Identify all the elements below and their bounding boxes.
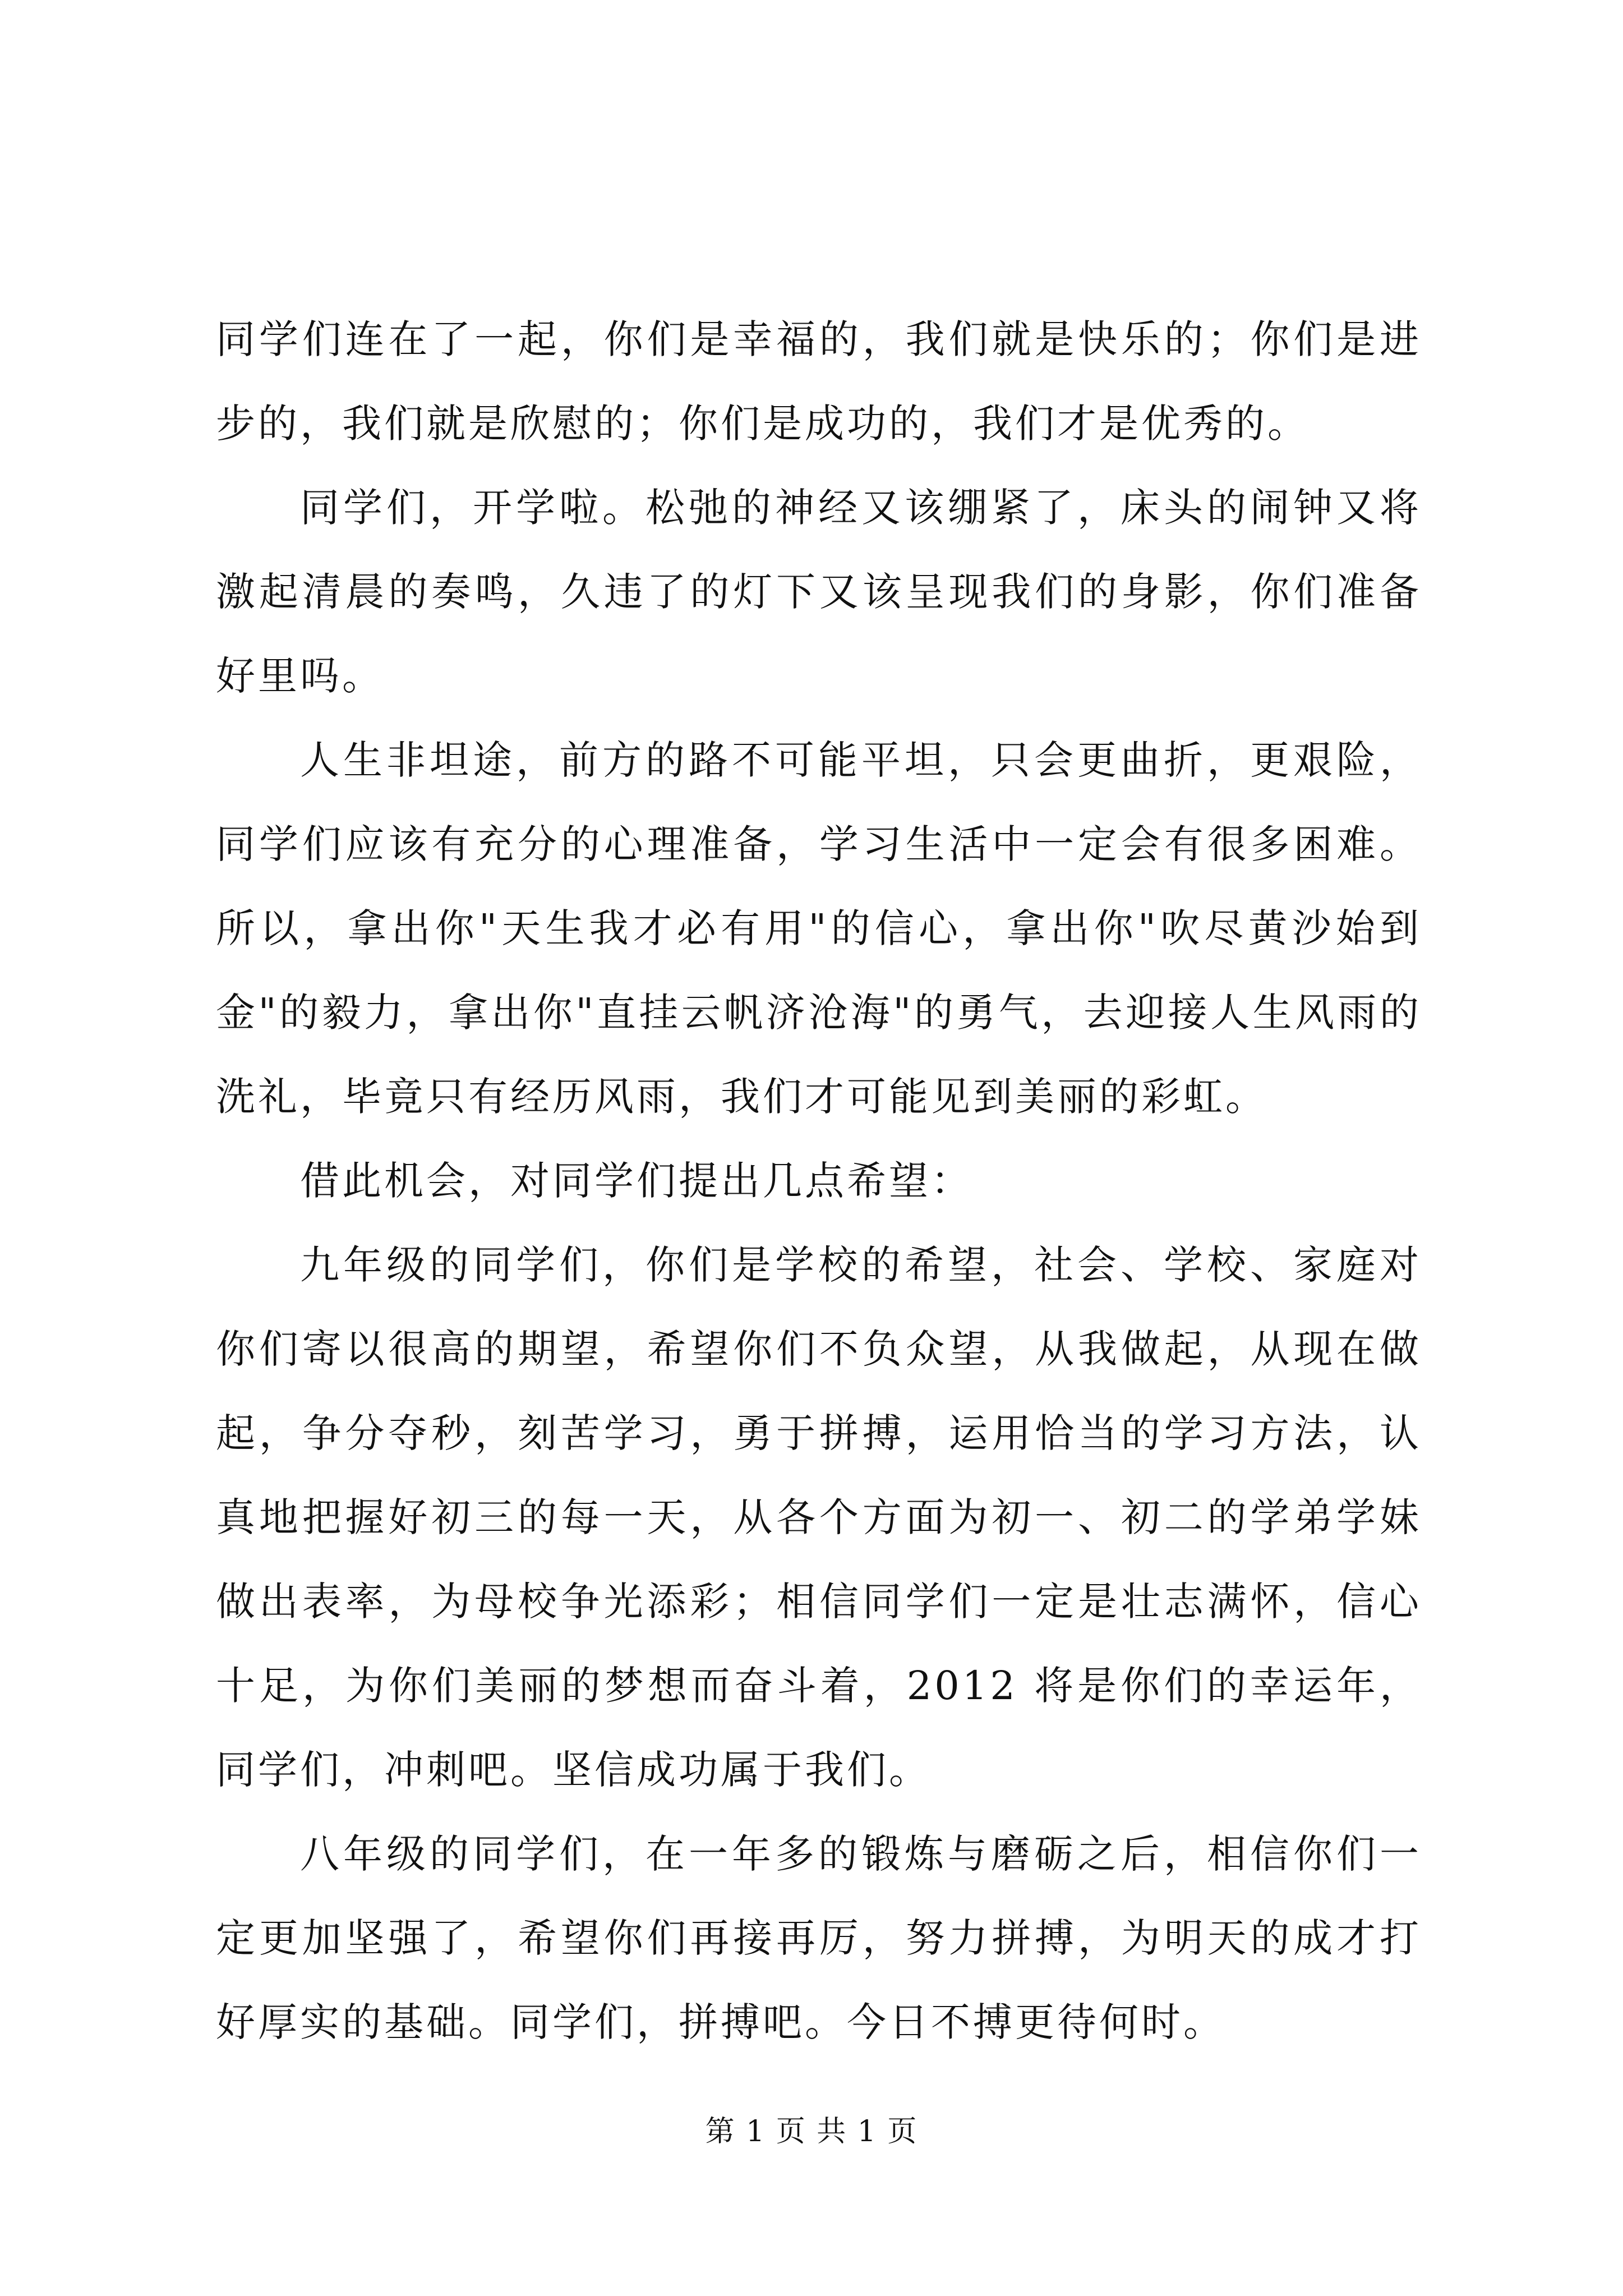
paragraph-school-start: 同学们，开学啦。松弛的神经又该绷紧了，床头的闹钟又将激起清晨的奏鸣，久违了的灯下又该呈现我们的身影，你们准备好里吗。 [216, 485, 1422, 699]
paragraph-continuation: 同学们连在了一起，你们是幸福的，我们就是快乐的；你们是进步的，我们就是欣慰的；你们是成功的，我们才是优秀的。 [216, 316, 1422, 447]
paragraph-grade-eight: 八年级的同学们，在一年多的锻炼与磨砺之后，相信你们一定更加坚强了，希望你们再接再厉，努力拼搏，为明天的成才打好厚实的基础。同学们，拼搏吧。今日不搏更待何时。 [216, 1831, 1422, 2045]
paragraph-life-path: 人生非坦途，前方的路不可能平坦，只会更曲折，更艰险，同学们应该有充分的心理准备，学习生活中一定会有很多困难。所以，拿出你"天生我才必有用"的信心，拿出你"吹尽黄沙始到金"的毅力，拿出你"直挂云帆济沧海"的勇气，去迎接人生风雨的洗礼，毕竟只有经历风雨，我们才可能见到美丽的彩虹。 [216, 737, 1422, 1120]
paragraph-grade-nine: 九年级的同学们，你们是学校的希望，社会、学校、家庭对你们寄以很高的期望，希望你们不负众望，从我做起，从现在做起，争分夺秒，刻苦学习，勇于拼搏，运用恰当的学习方法，认真地把握好初三的每一天，从各个方面为初一、初二的学弟学妹做出表率，为母校争光添彩；相信同学们一定是壮志满怀，信心十足，为你们美丽的梦想而奋斗着，2012 将是你们的幸运年，同学们，冲刺吧。坚信成功属于我们。 [216, 1242, 1422, 1793]
document-body [216, 297, 1422, 2064]
page-number-footer: 第 1 页 共 1 页 [705, 2115, 918, 2148]
paragraph-hopes-intro: 借此机会，对同学们提出几点希望： [300, 1158, 973, 1204]
